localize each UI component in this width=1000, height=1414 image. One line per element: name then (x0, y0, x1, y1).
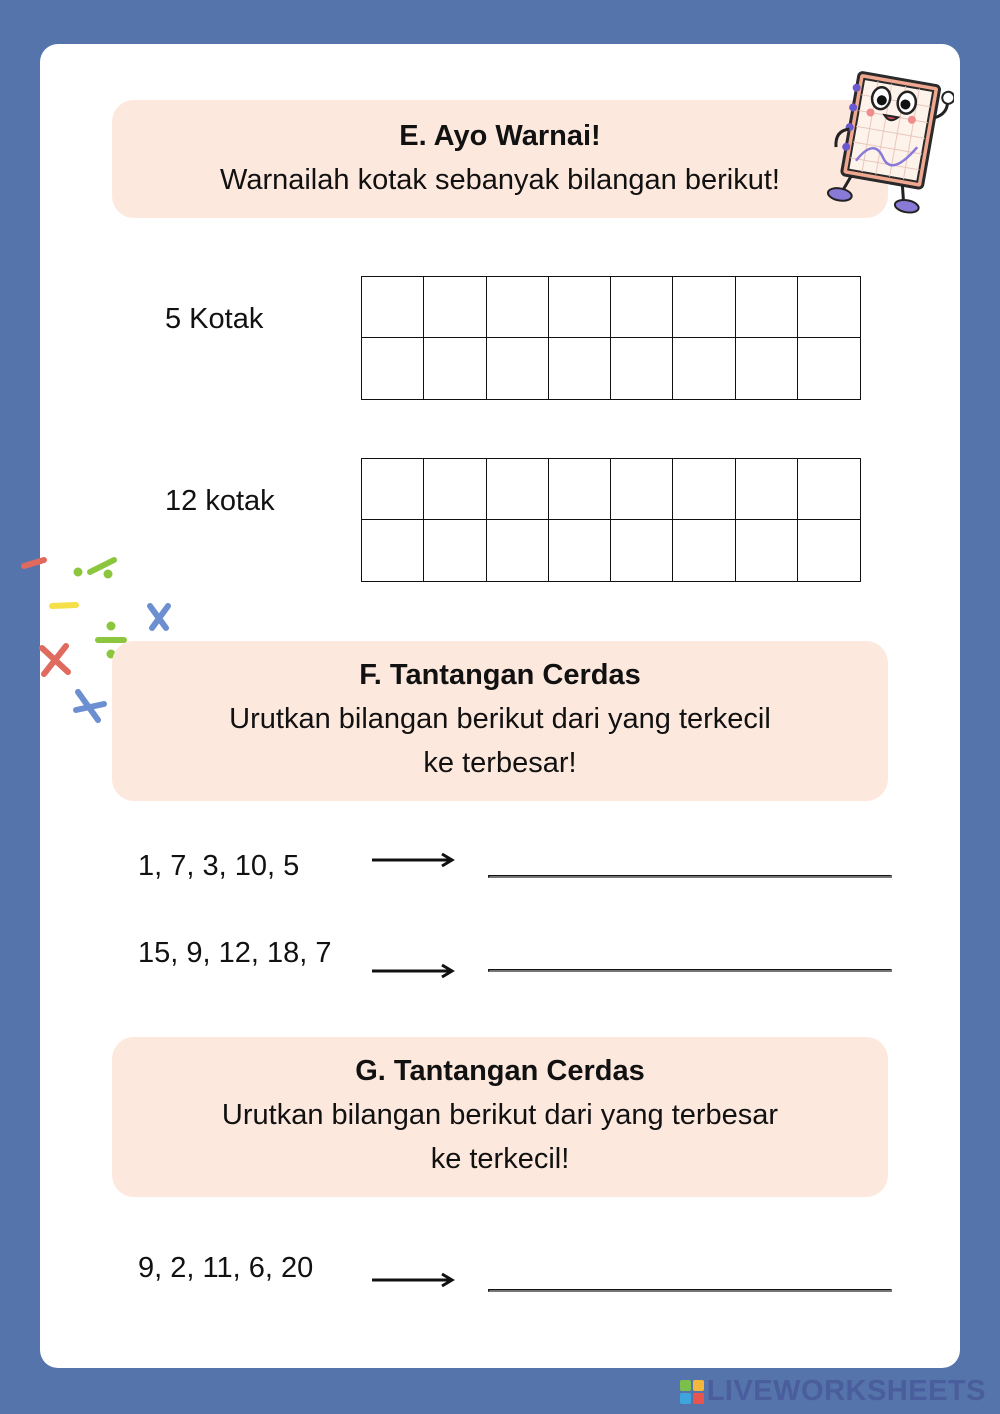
section-e-banner (112, 100, 888, 218)
grid-cell[interactable] (798, 277, 860, 338)
section-g-banner (112, 1037, 888, 1197)
grid-cell[interactable] (424, 338, 486, 399)
sequence-g1: 9, 2, 11, 6, 20 (138, 1252, 314, 1284)
grid-cell[interactable] (798, 459, 860, 520)
grid-cell[interactable] (424, 520, 486, 581)
sequence-f1: 1, 7, 3, 10, 5 (138, 850, 300, 882)
grid-cell[interactable] (549, 338, 611, 399)
section-e-title: E. Ayo Warnai! (399, 120, 601, 152)
grid-cell[interactable] (549, 277, 611, 338)
grid-cell[interactable] (362, 277, 424, 338)
section-g-instruction-line1: Urutkan bilangan berikut dari yang terbesar (221, 1099, 779, 1131)
section-g-title: G. Tantangan Cerdas (355, 1055, 645, 1087)
grid-cell[interactable] (362, 459, 424, 520)
coloring-grid-12[interactable] (361, 458, 861, 582)
section-f-instruction-line1: Urutkan bilangan berikut dari yang terkecil (229, 703, 771, 735)
grid-cell[interactable] (549, 520, 611, 581)
notebook-mascot-icon (822, 70, 954, 215)
grid-cell[interactable] (673, 520, 735, 581)
section-f-banner (112, 641, 888, 801)
liveworksheets-logo-icon (679, 1379, 705, 1405)
grid-cell[interactable] (736, 277, 798, 338)
grid-cell[interactable] (611, 520, 673, 581)
grid-cell[interactable] (673, 459, 735, 520)
liveworksheets-logo (679, 1375, 986, 1408)
grid-cell[interactable] (487, 459, 549, 520)
task-12-kotak-label: 12 kotak (165, 485, 275, 517)
grid-cell[interactable] (736, 520, 798, 581)
section-g-instruction-line2: ke terkecil! (430, 1143, 570, 1175)
answer-input-f1[interactable] (488, 875, 892, 878)
coloring-grid-5[interactable] (361, 276, 861, 400)
grid-cell[interactable] (611, 277, 673, 338)
section-f-title: F. Tantangan Cerdas (359, 659, 641, 691)
section-e-instruction: Warnailah kotak sebanyak bilangan berikut! (220, 164, 780, 196)
grid-cell[interactable] (362, 520, 424, 581)
grid-cell[interactable] (549, 459, 611, 520)
grid-cell[interactable] (362, 338, 424, 399)
grid-cell[interactable] (673, 277, 735, 338)
grid-cell[interactable] (798, 338, 860, 399)
sequence-f2: 15, 9, 12, 18, 7 (138, 937, 332, 969)
arrow-right-icon (372, 963, 456, 979)
grid-cell[interactable] (736, 459, 798, 520)
grid-cell[interactable] (611, 338, 673, 399)
grid-cell[interactable] (611, 459, 673, 520)
grid-cell[interactable] (487, 338, 549, 399)
grid-cell[interactable] (424, 277, 486, 338)
grid-cell[interactable] (487, 520, 549, 581)
section-f-instruction-line2: ke terbesar! (423, 747, 577, 779)
answer-input-g1[interactable] (488, 1289, 892, 1292)
arrow-right-icon (372, 1272, 456, 1288)
task-5-kotak-label: 5 Kotak (165, 303, 264, 335)
liveworksheets-brand-text: LIVEWORKSHEETS (706, 1375, 986, 1407)
grid-cell[interactable] (673, 338, 735, 399)
answer-input-f2[interactable] (488, 969, 892, 972)
grid-cell[interactable] (798, 520, 860, 581)
grid-cell[interactable] (487, 277, 549, 338)
grid-cell[interactable] (736, 338, 798, 399)
arrow-right-icon (372, 852, 456, 868)
grid-cell[interactable] (424, 459, 486, 520)
